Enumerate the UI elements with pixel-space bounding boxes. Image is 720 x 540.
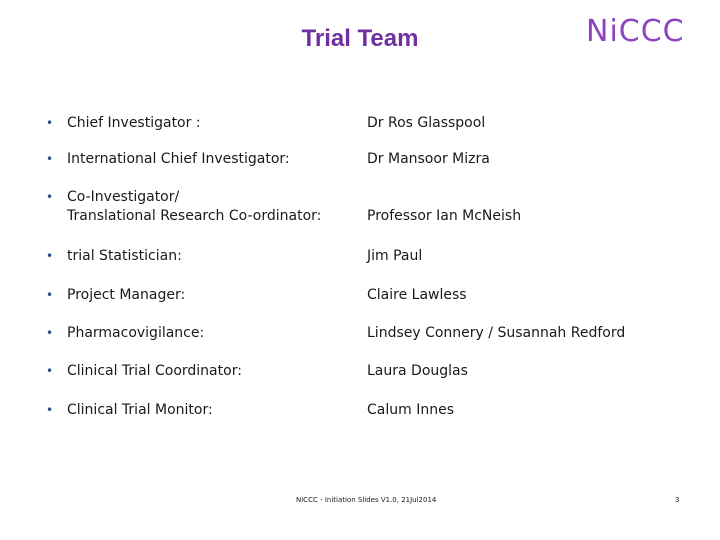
slide-title: Trial Team (301, 25, 419, 52)
bullet-icon: • (46, 288, 54, 302)
member-name: Dr Mansoor Mizra (367, 151, 490, 167)
role-label: Project Manager: (67, 287, 186, 303)
bullet-icon: • (46, 403, 54, 417)
bullet-icon: • (46, 364, 54, 378)
member-name: Claire Lawless (367, 287, 467, 303)
role-label-line2: Translational Research Co-ordinator: (67, 208, 322, 224)
member-name: Calum Innes (367, 402, 454, 418)
member-name: Jim Paul (367, 248, 423, 264)
role-label: Clinical Trial Monitor: (67, 402, 213, 418)
role-label-line1: Co-Investigator/ (67, 189, 180, 205)
niccc-logo: NiCCC (586, 14, 685, 49)
role-label: Chief Investigator : (67, 115, 201, 131)
member-name: Laura Douglas (367, 363, 468, 379)
member-name: Lindsey Connery / Susannah Redford (367, 325, 626, 341)
role-label: Clinical Trial Coordinator: (67, 363, 242, 379)
role-label: International Chief Investigator: (67, 151, 290, 167)
role-label: trial Statistician: (67, 248, 182, 264)
bullet-icon: • (46, 190, 54, 204)
member-name: Professor Ian McNeish (367, 208, 522, 224)
bullet-icon: • (46, 152, 54, 166)
member-name: Dr Ros Glasspool (367, 115, 486, 131)
bullet-icon: • (46, 326, 54, 340)
slide-footer: NiCCC - Initiation Slides V1.0, 21Jul2014 (296, 496, 437, 504)
role-label: Pharmacovigilance: (67, 325, 205, 341)
bullet-icon: • (46, 249, 54, 263)
bullet-icon: • (46, 116, 54, 130)
page-number: 3 (675, 496, 680, 504)
